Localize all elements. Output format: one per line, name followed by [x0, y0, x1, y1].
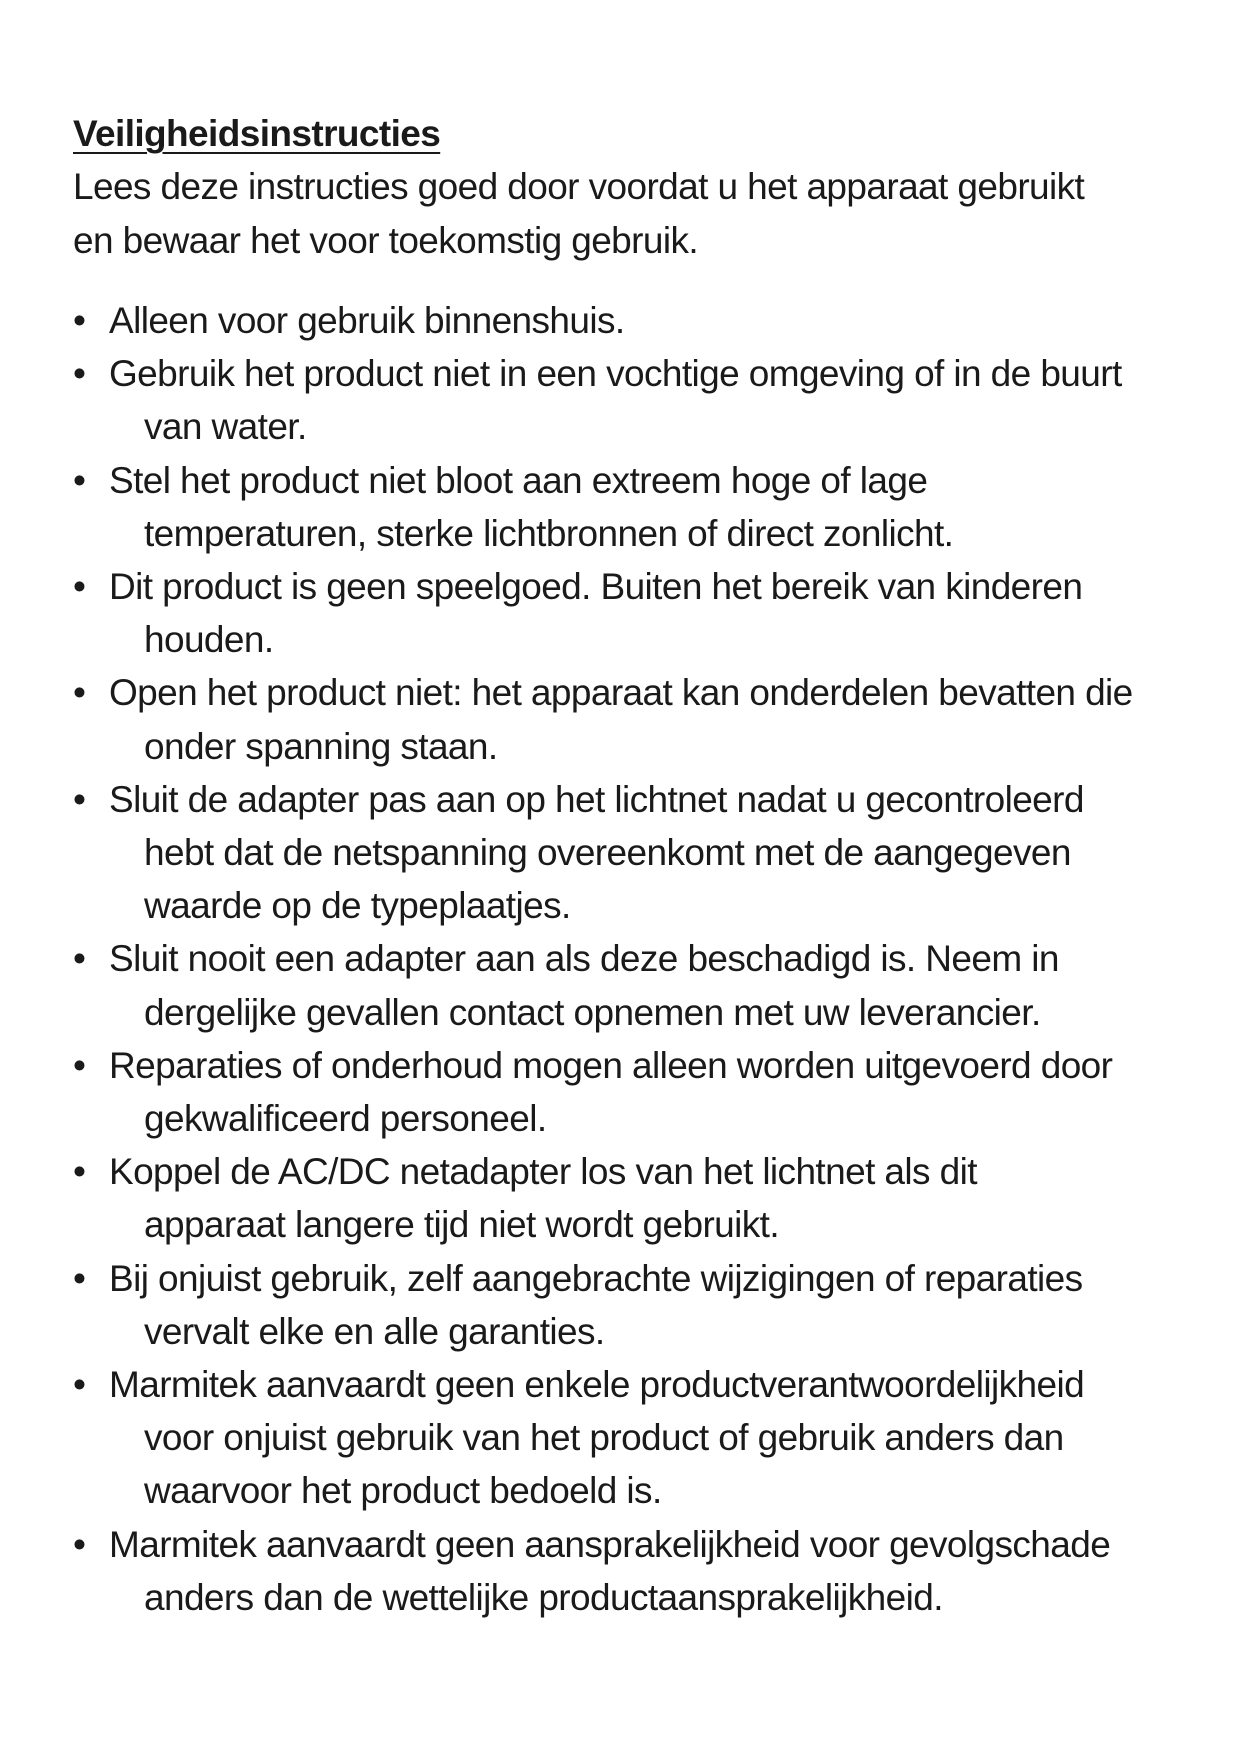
instruction-text-line: vervalt elke en alle garanties. [144, 1310, 605, 1352]
instruction-text-line: temperaturen, sterke lichtbronnen of direct zonlicht. [144, 512, 954, 554]
instruction-item [73, 666, 1153, 772]
bullet-icon: • [73, 300, 86, 341]
instruction-item [73, 932, 1153, 1038]
instruction-text-line: waarvoor het product bedoeld is. [144, 1470, 662, 1512]
bullet-icon: • [73, 1523, 86, 1565]
bullet-icon: • [73, 459, 86, 501]
instruction-item [73, 454, 1153, 560]
instruction-text-line: Marmitek aanvaardt geen enkele productverantwoordelijkheid [109, 1364, 1085, 1406]
instruction-text-line: anders dan de wettelijke productaansprakelijkheid. [144, 1576, 943, 1618]
intro-paragraph [73, 160, 1153, 268]
intro-line: en bewaar het voor toekomstig gebruik. [73, 220, 699, 261]
instruction-text-line: hebt dat de netspanning overeenkomt met de aangegeven [144, 832, 1071, 874]
instruction-text-line: Gebruik het product niet in een vochtige omgeving of in de buurt [109, 353, 1122, 395]
instruction-text-line: Koppel de AC/DC netadapter los van het lichtnet als dit [109, 1151, 977, 1193]
instruction-item [73, 1358, 1153, 1518]
instruction-text-line: gekwalificeerd personeel. [144, 1098, 547, 1140]
instruction-item [73, 560, 1153, 666]
instruction-text-line: Dit product is geen speelgoed. Buiten het bereik van kinderen [109, 566, 1083, 608]
instruction-text-line: Alleen voor gebruik binnenshuis. [109, 300, 625, 341]
instruction-text-line: dergelijke gevallen contact opnemen met uw leverancier. [144, 991, 1041, 1033]
instruction-text-line: Open het product niet: het apparaat kan onderdelen bevatten die [109, 672, 1133, 714]
bullet-icon: • [73, 566, 86, 608]
instruction-item [73, 347, 1153, 453]
instruction-text-line: Reparaties of onderhoud mogen alleen worden uitgevoerd door [109, 1044, 1113, 1086]
instruction-text-line: waarde op de typeplaatjes. [144, 885, 571, 927]
instruction-text-line: Bij onjuist gebruik, zelf aangebrachte wijzigingen of reparaties [109, 1257, 1083, 1299]
instruction-item [73, 1518, 1153, 1624]
instruction-item [73, 1039, 1153, 1145]
bullet-icon: • [73, 1044, 86, 1086]
bullet-icon: • [73, 1151, 86, 1193]
instruction-text-line: voor onjuist gebruik van het product of gebruik anders dan [144, 1417, 1064, 1459]
bullet-icon: • [73, 938, 86, 980]
section-title: Veiligheidsinstructies [73, 113, 441, 154]
instruction-text-line: Stel het product niet bloot aan extreem hoge of lage [109, 459, 928, 501]
bullet-icon: • [73, 778, 86, 820]
instruction-item [73, 294, 1153, 347]
intro-line: Lees deze instructies goed door voordat u het apparaat gebruikt [73, 166, 1085, 207]
bullet-icon: • [73, 1364, 86, 1406]
instructions-list [73, 294, 1153, 1624]
safety-section [73, 108, 1153, 1624]
instruction-text-line: van water. [144, 406, 307, 448]
instruction-text-line: onder spanning staan. [144, 725, 498, 767]
instruction-text-line: houden. [144, 619, 274, 661]
bullet-icon: • [73, 672, 86, 714]
instruction-text-line: Sluit nooit een adapter aan als deze beschadigd is. Neem in [109, 938, 1059, 980]
instruction-item [73, 1145, 1153, 1251]
instruction-text-line: Sluit de adapter pas aan op het lichtnet nadat u gecontroleerd [109, 778, 1084, 820]
instruction-item [73, 1252, 1153, 1358]
instruction-text-line: apparaat langere tijd niet wordt gebruikt. [144, 1204, 780, 1246]
bullet-icon: • [73, 353, 86, 395]
instruction-text-line: Marmitek aanvaardt geen aansprakelijkheid voor gevolgschade [109, 1523, 1111, 1565]
instruction-item [73, 773, 1153, 933]
bullet-icon: • [73, 1257, 86, 1299]
